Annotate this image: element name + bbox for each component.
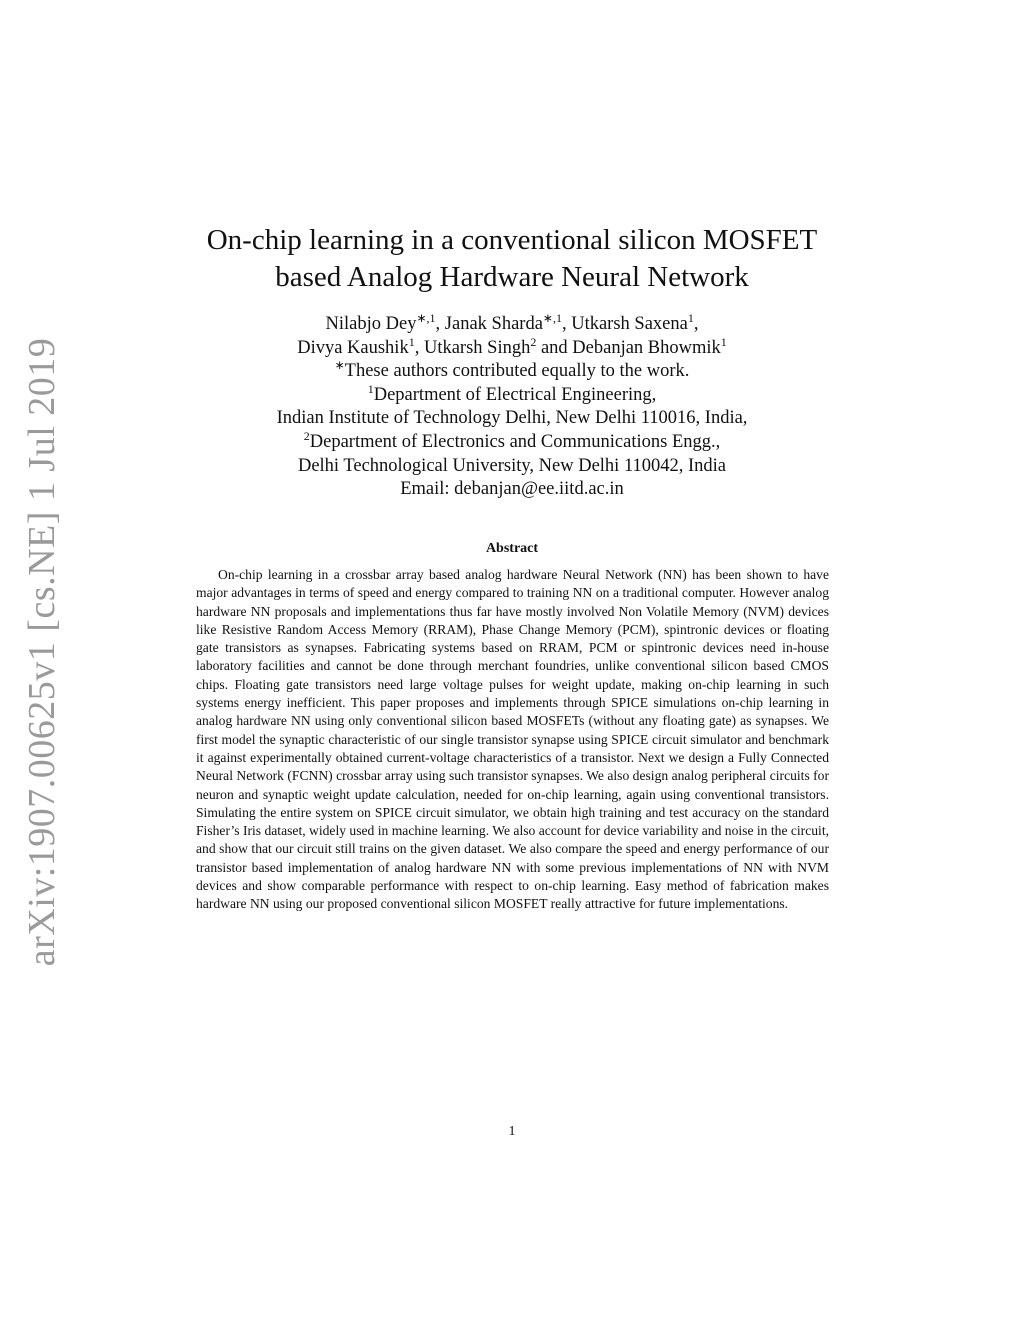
affiliation-1-line-2: Indian Institute of Technology Delhi, New Delhi 110016, India, (276, 408, 748, 429)
affiliation-superscript: 2 (303, 428, 310, 443)
affiliation-text: Department of Electrical Engineering, (373, 384, 657, 405)
affiliation-2-line-1 (0, 428, 1024, 455)
affiliation-superscript: 1 (367, 381, 374, 396)
note-superscript: ∗ (334, 358, 345, 373)
author-superscript: ∗,1 (542, 310, 562, 325)
title-line-1: On-chip learning in a conventional silicon MOSFET (206, 224, 818, 256)
abstract-body: On-chip learning in a crossbar array based analog hardware Neural Network (NN) has been shown to have major advantages in terms of speed and energy compared to training NN on a traditional computer. However analog hardware NN proposals and implementations thus far have mostly involved Non Volatile Memory (NVM) devices like Resistive Random Access Memory (RRAM), Phase Change Memory (PCM), spintronic devices or floating gate transistors as synapses. Fabricating systems based on RRAM, PCM or spintronic devices need in-house laboratory facilities and cannot be done through merchant foundries, unlike conventional silicon based CMOS chips. Floating gate transistors need large voltage pulses for weight update, making on-chip learning in such systems energy inefficient. This paper proposes and implements through SPICE simulations on-chip learning in analog hardware NN using only conventional silicon based MOSFETs (without any floating gate) as synapses. We first model the synaptic characteristic of our single transistor synapse using SPICE circuit simulator and benchmark it against experimentally obtained current-voltage characteristics of a transistor. Next we design a Fully Connected Neural Network (FCNN) crossbar array using such transistor synapses. We also design analog peripheral circuits for neuron and synaptic weight update calculation, needed for on-chip learning, again using conventional transistors. Simulating the entire system on SPICE circuit simulator, we obtain high training and test accuracy on the standard Fisher’s Iris dataset, widely used in machine learning. We also account for device variability and noise in the circuit, and show that our circuit still trains on the given dataset. We also compare the speed and energy performance of our transistor based implementation of analog hardware NN with some previous implementations of NN with NVM devices and show comparable performance with respect to on-chip learning. Easy method of fabrication makes hardware NN using our proposed conventional silicon MOSFET really attractive for future implementations. (196, 567, 829, 912)
author-name: Utkarsh Saxena (571, 314, 688, 334)
affiliation-1-line-1 (0, 381, 1024, 408)
authors-line-2: Divya Kaushik$^1$, Utkarsh Singh$^2$ and Debanjan Bhowmik$^1$ (297, 334, 727, 358)
author-name: Utkarsh Singh (423, 337, 531, 358)
author-block (0, 310, 1024, 502)
and-word: and (540, 337, 568, 358)
author-superscript: 1 (687, 310, 694, 325)
author-superscript: 2 (530, 334, 537, 349)
abstract-heading: Abstract (485, 541, 539, 556)
equal-contribution-note (0, 360, 1024, 384)
note-text: These authors contributed equally to the work. (344, 361, 690, 382)
author-name: Nilabjo Dey (325, 314, 417, 334)
paper-title (0, 222, 1024, 296)
page-number: 1 (508, 1124, 516, 1139)
affiliation-2-line-2: Delhi Technological University, New Delhi 110042, India (297, 455, 727, 476)
author-name: Janak Sharda (444, 314, 543, 334)
arxiv-identifier-stamp: arXiv:1907.00625v1 [cs.NE] 1 Jul 2019 (21, 337, 63, 967)
title-line-2: based Analog Hardware Neural Network (275, 261, 749, 293)
affiliation-text: Department of Electronics and Communications Engg., (309, 431, 721, 452)
author-superscript: 1 (720, 334, 727, 349)
author-name: Debanjan Bhowmik (572, 337, 721, 358)
contact-email: Email: debanjan@ee.iitd.ac.in (400, 479, 624, 500)
authors-line-1: Nilabjo Dey$^{∗,1}$, Janak Sharda$^{∗,1}$, Utkarsh Saxena$^1$, (325, 310, 699, 334)
author-superscript: ∗,1 (416, 310, 436, 325)
author-superscript: 1 (408, 334, 415, 349)
author-name: Divya Kaushik (297, 337, 409, 358)
